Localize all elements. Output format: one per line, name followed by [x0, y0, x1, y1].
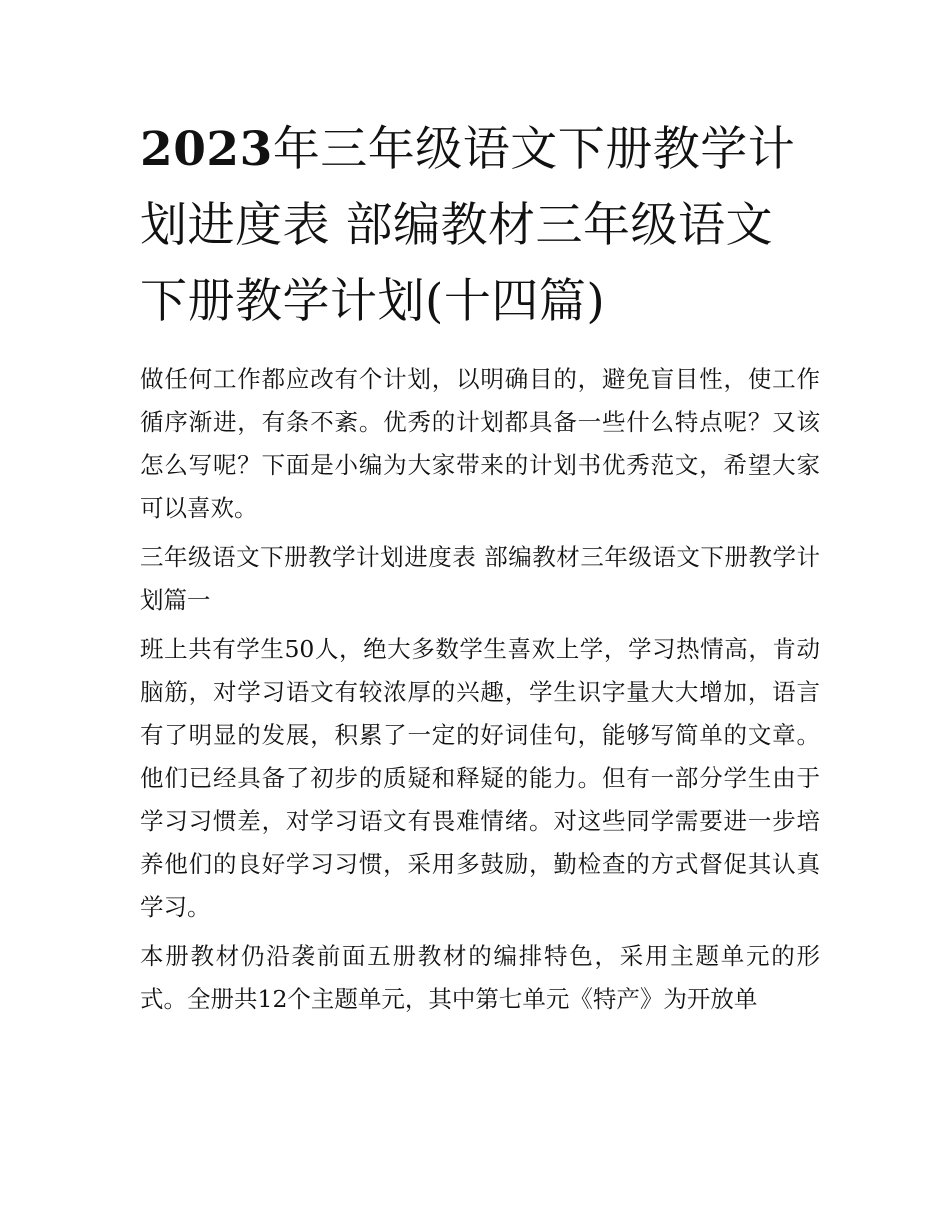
title-text: 年三年级语文下册教学计划进度表 部编教材三年级语文下册教学计划(十四篇) — [140, 122, 796, 329]
document-title — [140, 112, 820, 340]
intro-paragraph: 做任何工作都应改有个计划，以明确目的，避免盲目性，使工作循序渐进，有条不紊。优秀的计划都具备一些什么特点呢？又该怎么写呢？下面是小编为大家带来的计划书优秀范文，希望大家可以喜欢。 — [140, 365, 820, 522]
document-body — [140, 358, 820, 1021]
title-year: 2023 — [140, 122, 273, 177]
section-heading: 三年级语文下册教学计划进度表 部编教材三年级语文下册教学计划篇一 — [140, 543, 820, 614]
student-analysis-paragraph: 班上共有学生50人，绝大多数学生喜欢上学，学习热情高，肯动脑筋，对学习语文有较浓厚的兴趣，学生识字量大大增加，语言有了明显的发展，积累了一定的好词佳句，能够写简单的文章。他们已经具备了初步的质疑和释疑的能力。但有一部分学生由于学习习惯差，对学习语文有畏难情绪。对这些同学需要进一步培养他们的良好学习习惯，采用多鼓励，勤检查的方式督促其认真学习。 — [140, 635, 820, 921]
textbook-analysis-paragraph: 本册教材仍沿袭前面五册教材的编排特色，采用主题单元的形式。全册共12个主题单元，其中第七单元《特产》为开放单 — [140, 942, 820, 1013]
document-page — [140, 112, 820, 1021]
